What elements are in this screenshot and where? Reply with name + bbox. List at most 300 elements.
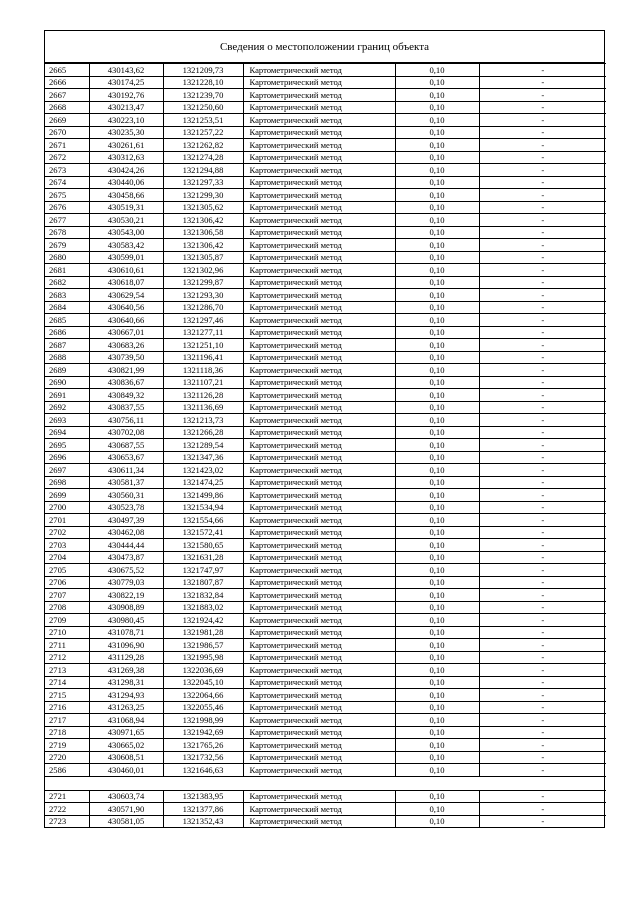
y-coordinate-cell: 1321266,28 — [163, 426, 243, 439]
y-coordinate-cell: 1321347,36 — [163, 451, 243, 464]
x-coordinate-cell: 430836,67 — [89, 376, 163, 389]
accuracy-cell: 0,10 — [395, 676, 479, 689]
point-number-cell: 2670 — [45, 126, 89, 139]
y-coordinate-cell: 1322045,10 — [163, 676, 243, 689]
point-number-cell: 2714 — [45, 676, 89, 689]
table-row — [45, 601, 606, 614]
coordinates-table — [45, 63, 606, 827]
point-number-cell: 2676 — [45, 201, 89, 214]
accuracy-cell: 0,10 — [395, 389, 479, 402]
point-number-cell: 2675 — [45, 189, 89, 202]
point-number-cell: 2708 — [45, 601, 89, 614]
table-row — [45, 326, 606, 339]
y-coordinate-cell: 1321293,30 — [163, 289, 243, 302]
method-cell: Картометрический метод — [243, 76, 395, 89]
y-coordinate-cell: 1321306,42 — [163, 239, 243, 252]
description-cell: - — [479, 803, 606, 816]
accuracy-cell: 0,10 — [395, 476, 479, 489]
table-row — [45, 201, 606, 214]
table-row — [45, 790, 606, 803]
method-cell: Картометрический метод — [243, 739, 395, 752]
description-cell: - — [479, 389, 606, 402]
accuracy-cell: 0,10 — [395, 314, 479, 327]
description-cell: - — [479, 251, 606, 264]
y-coordinate-cell: 1321126,28 — [163, 389, 243, 402]
y-coordinate-cell: 1321580,65 — [163, 539, 243, 552]
point-number-cell: 2682 — [45, 276, 89, 289]
point-number-cell: 2713 — [45, 664, 89, 677]
table-row — [45, 701, 606, 714]
y-coordinate-cell: 1321474,25 — [163, 476, 243, 489]
description-cell: - — [479, 576, 606, 589]
point-number-cell: 2667 — [45, 89, 89, 102]
description-cell: - — [479, 651, 606, 664]
method-cell: Картометрический метод — [243, 551, 395, 564]
accuracy-cell: 0,10 — [395, 239, 479, 252]
table-row — [45, 251, 606, 264]
accuracy-cell: 0,10 — [395, 176, 479, 189]
accuracy-cell: 0,10 — [395, 64, 479, 77]
table-row — [45, 126, 606, 139]
accuracy-cell: 0,10 — [395, 803, 479, 816]
point-number-cell: 2703 — [45, 539, 89, 552]
description-cell: - — [479, 514, 606, 527]
accuracy-cell: 0,10 — [395, 664, 479, 677]
table-row — [45, 639, 606, 652]
x-coordinate-cell: 430687,55 — [89, 439, 163, 452]
method-cell: Картометрический метод — [243, 651, 395, 664]
description-cell: - — [479, 764, 606, 777]
y-coordinate-cell: 1321534,94 — [163, 501, 243, 514]
description-cell: - — [479, 276, 606, 289]
method-cell: Картометрический метод — [243, 139, 395, 152]
table-row — [45, 476, 606, 489]
method-cell: Картометрический метод — [243, 426, 395, 439]
x-coordinate-cell: 431096,90 — [89, 639, 163, 652]
table-row — [45, 289, 606, 302]
method-cell: Картометрический метод — [243, 476, 395, 489]
table-row — [45, 314, 606, 327]
y-coordinate-cell: 1321302,96 — [163, 264, 243, 277]
table-row — [45, 651, 606, 664]
method-cell: Картометрический метод — [243, 664, 395, 677]
y-coordinate-cell: 1321305,87 — [163, 251, 243, 264]
x-coordinate-cell: 430571,90 — [89, 803, 163, 816]
accuracy-cell: 0,10 — [395, 790, 479, 803]
method-cell: Картометрический метод — [243, 790, 395, 803]
y-coordinate-cell: 1321499,86 — [163, 489, 243, 502]
x-coordinate-cell: 430665,02 — [89, 739, 163, 752]
y-coordinate-cell: 1321277,11 — [163, 326, 243, 339]
method-cell: Картометрический метод — [243, 815, 395, 827]
description-cell: - — [479, 589, 606, 602]
accuracy-cell: 0,10 — [395, 376, 479, 389]
method-cell: Картометрический метод — [243, 576, 395, 589]
method-cell: Картометрический метод — [243, 489, 395, 502]
point-number-cell: 2720 — [45, 751, 89, 764]
point-number-cell: 2691 — [45, 389, 89, 402]
description-cell: - — [479, 376, 606, 389]
method-cell: Картометрический метод — [243, 214, 395, 227]
table-row — [45, 101, 606, 114]
y-coordinate-cell: 1321377,86 — [163, 803, 243, 816]
y-coordinate-cell: 1321807,87 — [163, 576, 243, 589]
table-row — [45, 739, 606, 752]
y-coordinate-cell: 1321274,28 — [163, 151, 243, 164]
table-row — [45, 751, 606, 764]
method-cell: Картометрический метод — [243, 464, 395, 477]
accuracy-cell: 0,10 — [395, 601, 479, 614]
accuracy-cell: 0,10 — [395, 701, 479, 714]
description-cell: - — [479, 201, 606, 214]
y-coordinate-cell: 1321286,70 — [163, 301, 243, 314]
point-number-cell: 2688 — [45, 351, 89, 364]
y-coordinate-cell: 1321747,97 — [163, 564, 243, 577]
y-coordinate-cell: 1321107,21 — [163, 376, 243, 389]
description-cell: - — [479, 314, 606, 327]
description-cell: - — [479, 289, 606, 302]
table-row — [45, 564, 606, 577]
y-coordinate-cell: 1321251,10 — [163, 339, 243, 352]
table-row — [45, 276, 606, 289]
table-row — [45, 76, 606, 89]
x-coordinate-cell: 430444,44 — [89, 539, 163, 552]
description-cell: - — [479, 751, 606, 764]
description-cell: - — [479, 614, 606, 627]
accuracy-cell: 0,10 — [395, 739, 479, 752]
accuracy-cell: 0,10 — [395, 451, 479, 464]
point-number-cell: 2668 — [45, 101, 89, 114]
method-cell: Картометрический метод — [243, 364, 395, 377]
y-coordinate-cell: 1321423,02 — [163, 464, 243, 477]
y-coordinate-cell: 1321257,22 — [163, 126, 243, 139]
point-number-cell: 2709 — [45, 614, 89, 627]
x-coordinate-cell: 430440,06 — [89, 176, 163, 189]
accuracy-cell: 0,10 — [395, 101, 479, 114]
method-cell: Картометрический метод — [243, 514, 395, 527]
point-number-cell: 2692 — [45, 401, 89, 414]
table-row — [45, 114, 606, 127]
point-number-cell: 2712 — [45, 651, 89, 664]
accuracy-cell: 0,10 — [395, 326, 479, 339]
x-coordinate-cell: 430675,52 — [89, 564, 163, 577]
x-coordinate-cell: 431294,93 — [89, 689, 163, 702]
accuracy-cell: 0,10 — [395, 401, 479, 414]
method-cell: Картометрический метод — [243, 414, 395, 427]
x-coordinate-cell: 431078,71 — [89, 626, 163, 639]
description-cell: - — [479, 126, 606, 139]
method-cell: Картометрический метод — [243, 764, 395, 777]
method-cell: Картометрический метод — [243, 501, 395, 514]
method-cell: Картометрический метод — [243, 239, 395, 252]
x-coordinate-cell: 430739,50 — [89, 351, 163, 364]
method-cell: Картометрический метод — [243, 701, 395, 714]
x-coordinate-cell: 430223,10 — [89, 114, 163, 127]
accuracy-cell: 0,10 — [395, 364, 479, 377]
table-row — [45, 301, 606, 314]
method-cell: Картометрический метод — [243, 264, 395, 277]
description-cell: - — [479, 564, 606, 577]
x-coordinate-cell: 430629,54 — [89, 289, 163, 302]
x-coordinate-cell: 430312,63 — [89, 151, 163, 164]
y-coordinate-cell: 1321924,42 — [163, 614, 243, 627]
description-cell: - — [479, 189, 606, 202]
y-coordinate-cell: 1321646,63 — [163, 764, 243, 777]
y-coordinate-cell: 1321250,60 — [163, 101, 243, 114]
accuracy-cell: 0,10 — [395, 489, 479, 502]
x-coordinate-cell: 430235,30 — [89, 126, 163, 139]
accuracy-cell: 0,10 — [395, 815, 479, 827]
x-coordinate-cell: 430523,78 — [89, 501, 163, 514]
point-number-cell: 2698 — [45, 476, 89, 489]
table-row — [45, 351, 606, 364]
point-number-cell: 2695 — [45, 439, 89, 452]
table-row — [45, 676, 606, 689]
description-cell: - — [479, 539, 606, 552]
x-coordinate-cell: 430581,05 — [89, 815, 163, 827]
table-row — [45, 689, 606, 702]
accuracy-cell: 0,10 — [395, 301, 479, 314]
table-row — [45, 815, 606, 827]
y-coordinate-cell: 1321306,42 — [163, 214, 243, 227]
method-cell: Картометрический метод — [243, 151, 395, 164]
table-row — [45, 426, 606, 439]
method-cell: Картометрический метод — [243, 126, 395, 139]
description-cell: - — [479, 114, 606, 127]
description-cell: - — [479, 76, 606, 89]
accuracy-cell: 0,10 — [395, 714, 479, 727]
table-row — [45, 89, 606, 102]
x-coordinate-cell: 431068,94 — [89, 714, 163, 727]
table-row — [45, 614, 606, 627]
y-coordinate-cell: 1321289,54 — [163, 439, 243, 452]
x-coordinate-cell: 430683,26 — [89, 339, 163, 352]
point-number-cell: 2678 — [45, 226, 89, 239]
accuracy-cell: 0,10 — [395, 114, 479, 127]
method-cell: Картометрический метод — [243, 201, 395, 214]
description-cell: - — [479, 489, 606, 502]
accuracy-cell: 0,10 — [395, 276, 479, 289]
method-cell: Картометрический метод — [243, 101, 395, 114]
y-coordinate-cell: 1321981,28 — [163, 626, 243, 639]
x-coordinate-cell: 430618,07 — [89, 276, 163, 289]
x-coordinate-cell: 431129,28 — [89, 651, 163, 664]
method-cell: Картометрический метод — [243, 751, 395, 764]
x-coordinate-cell: 430702,08 — [89, 426, 163, 439]
point-number-cell: 2707 — [45, 589, 89, 602]
y-coordinate-cell: 1321554,66 — [163, 514, 243, 527]
table-row — [45, 489, 606, 502]
x-coordinate-cell: 430581,37 — [89, 476, 163, 489]
point-number-cell: 2696 — [45, 451, 89, 464]
y-coordinate-cell: 1321883,02 — [163, 601, 243, 614]
table-row — [45, 164, 606, 177]
table-row — [45, 189, 606, 202]
y-coordinate-cell: 1321631,28 — [163, 551, 243, 564]
y-coordinate-cell: 1321297,33 — [163, 176, 243, 189]
accuracy-cell: 0,10 — [395, 526, 479, 539]
accuracy-cell: 0,10 — [395, 264, 479, 277]
description-cell: - — [479, 339, 606, 352]
x-coordinate-cell: 430837,55 — [89, 401, 163, 414]
x-coordinate-cell: 430599,01 — [89, 251, 163, 264]
accuracy-cell: 0,10 — [395, 189, 479, 202]
accuracy-cell: 0,10 — [395, 226, 479, 239]
description-cell: - — [479, 214, 606, 227]
x-coordinate-cell: 430460,01 — [89, 764, 163, 777]
method-cell: Картометрический метод — [243, 564, 395, 577]
description-cell: - — [479, 414, 606, 427]
point-number-cell: 2685 — [45, 314, 89, 327]
method-cell: Картометрический метод — [243, 451, 395, 464]
method-cell: Картометрический метод — [243, 389, 395, 402]
y-coordinate-cell: 1321765,26 — [163, 739, 243, 752]
point-number-cell: 2672 — [45, 151, 89, 164]
description-cell: - — [479, 164, 606, 177]
point-number-cell: 2697 — [45, 464, 89, 477]
table-row — [45, 264, 606, 277]
method-cell: Картометрический метод — [243, 114, 395, 127]
point-number-cell: 2679 — [45, 239, 89, 252]
point-number-cell: 2681 — [45, 264, 89, 277]
method-cell: Картометрический метод — [243, 803, 395, 816]
method-cell: Картометрический метод — [243, 326, 395, 339]
method-cell: Картометрический метод — [243, 301, 395, 314]
x-coordinate-cell: 430667,01 — [89, 326, 163, 339]
description-cell: - — [479, 301, 606, 314]
point-number-cell: 2671 — [45, 139, 89, 152]
y-coordinate-cell: 1321196,41 — [163, 351, 243, 364]
x-coordinate-cell: 430822,19 — [89, 589, 163, 602]
x-coordinate-cell: 430756,11 — [89, 414, 163, 427]
table-row — [45, 451, 606, 464]
method-cell: Картометрический метод — [243, 614, 395, 627]
point-number-cell: 2718 — [45, 726, 89, 739]
point-number-cell: 2710 — [45, 626, 89, 639]
table-row — [45, 389, 606, 402]
accuracy-cell: 0,10 — [395, 639, 479, 652]
point-number-cell: 2705 — [45, 564, 89, 577]
description-cell: - — [479, 689, 606, 702]
table-row — [45, 176, 606, 189]
description-cell: - — [479, 626, 606, 639]
x-coordinate-cell: 430608,51 — [89, 751, 163, 764]
accuracy-cell: 0,10 — [395, 626, 479, 639]
method-cell: Картометрический метод — [243, 89, 395, 102]
point-number-cell: 2690 — [45, 376, 89, 389]
point-number-cell: 2716 — [45, 701, 89, 714]
description-cell: - — [479, 726, 606, 739]
point-number-cell: 2701 — [45, 514, 89, 527]
method-cell: Картометрический метод — [243, 689, 395, 702]
x-coordinate-cell: 430519,31 — [89, 201, 163, 214]
y-coordinate-cell: 1321299,30 — [163, 189, 243, 202]
description-cell: - — [479, 464, 606, 477]
x-coordinate-cell: 430424,26 — [89, 164, 163, 177]
table-separator-row — [45, 776, 606, 790]
table-row — [45, 239, 606, 252]
accuracy-cell: 0,10 — [395, 726, 479, 739]
point-number-cell: 2722 — [45, 803, 89, 816]
y-coordinate-cell: 1321998,99 — [163, 714, 243, 727]
table-row — [45, 764, 606, 777]
point-number-cell: 2669 — [45, 114, 89, 127]
description-cell: - — [479, 351, 606, 364]
y-coordinate-cell: 1321306,58 — [163, 226, 243, 239]
point-number-cell: 2693 — [45, 414, 89, 427]
description-cell: - — [479, 176, 606, 189]
point-number-cell: 2723 — [45, 815, 89, 827]
description-cell: - — [479, 139, 606, 152]
table-row — [45, 151, 606, 164]
method-cell: Картометрический метод — [243, 351, 395, 364]
description-cell: - — [479, 526, 606, 539]
description-cell: - — [479, 476, 606, 489]
description-cell: - — [479, 101, 606, 114]
table-row — [45, 626, 606, 639]
x-coordinate-cell: 430192,76 — [89, 89, 163, 102]
accuracy-cell: 0,10 — [395, 614, 479, 627]
boundary-coordinates-sheet — [44, 30, 605, 828]
y-coordinate-cell: 1321239,70 — [163, 89, 243, 102]
accuracy-cell: 0,10 — [395, 751, 479, 764]
point-number-cell: 2702 — [45, 526, 89, 539]
x-coordinate-cell: 430640,66 — [89, 314, 163, 327]
accuracy-cell: 0,10 — [395, 164, 479, 177]
point-number-cell: 2694 — [45, 426, 89, 439]
method-cell: Картометрический метод — [243, 639, 395, 652]
table-row — [45, 401, 606, 414]
accuracy-cell: 0,10 — [395, 576, 479, 589]
table-row — [45, 364, 606, 377]
accuracy-cell: 0,10 — [395, 414, 479, 427]
table-row — [45, 514, 606, 527]
description-cell: - — [479, 701, 606, 714]
method-cell: Картометрический метод — [243, 276, 395, 289]
point-number-cell: 2706 — [45, 576, 89, 589]
description-cell: - — [479, 601, 606, 614]
y-coordinate-cell: 1321732,56 — [163, 751, 243, 764]
x-coordinate-cell: 430143,62 — [89, 64, 163, 77]
x-coordinate-cell: 430980,45 — [89, 614, 163, 627]
description-cell: - — [479, 401, 606, 414]
accuracy-cell: 0,10 — [395, 151, 479, 164]
point-number-cell: 2711 — [45, 639, 89, 652]
y-coordinate-cell: 1321253,51 — [163, 114, 243, 127]
description-cell: - — [479, 664, 606, 677]
table-row — [45, 539, 606, 552]
description-cell: - — [479, 551, 606, 564]
accuracy-cell: 0,10 — [395, 139, 479, 152]
accuracy-cell: 0,10 — [395, 89, 479, 102]
accuracy-cell: 0,10 — [395, 651, 479, 664]
table-row — [45, 139, 606, 152]
description-cell: - — [479, 451, 606, 464]
point-number-cell: 2687 — [45, 339, 89, 352]
point-number-cell: 2586 — [45, 764, 89, 777]
table-row — [45, 339, 606, 352]
y-coordinate-cell: 1321305,62 — [163, 201, 243, 214]
y-coordinate-cell: 1321136,69 — [163, 401, 243, 414]
separator-cell — [45, 776, 606, 790]
x-coordinate-cell: 430261,61 — [89, 139, 163, 152]
point-number-cell: 2715 — [45, 689, 89, 702]
x-coordinate-cell: 430603,74 — [89, 790, 163, 803]
description-cell: - — [479, 815, 606, 827]
accuracy-cell: 0,10 — [395, 589, 479, 602]
point-number-cell: 2689 — [45, 364, 89, 377]
point-number-cell: 2666 — [45, 76, 89, 89]
